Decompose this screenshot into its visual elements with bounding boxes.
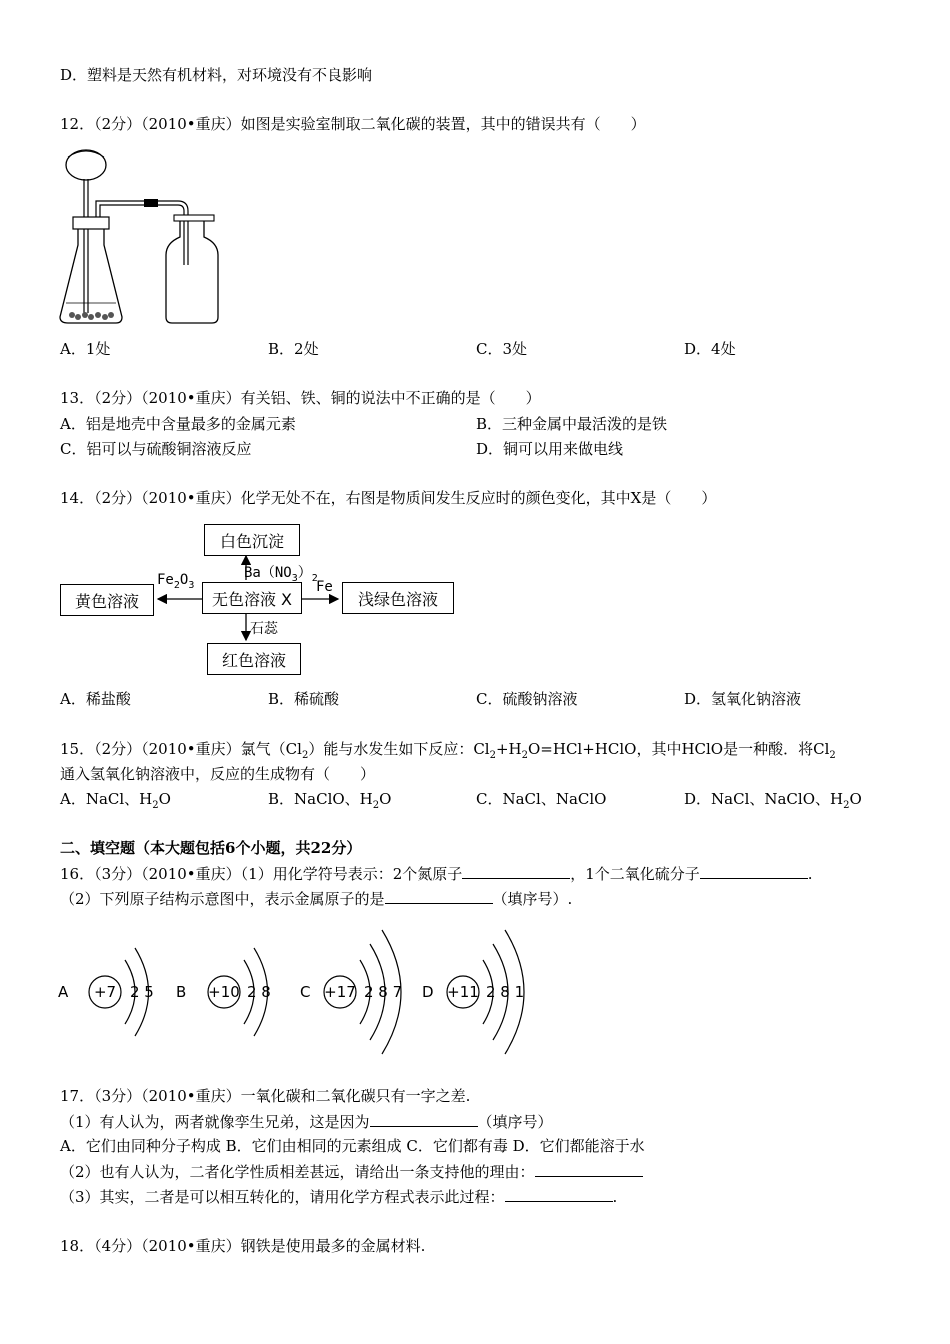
q16-line2: （2）下列原子结构示意图中，表示金属原子的是 （填序号）.: [60, 890, 573, 908]
q14-option-c: C．硫酸钠溶液: [476, 690, 578, 708]
colorless-solution-x-box: 无色溶液 X: [202, 582, 302, 614]
atom-a-electrons: 2 5: [130, 983, 154, 1001]
atom-b: [176, 948, 271, 1036]
atom-d-nucleus: +11: [447, 983, 479, 1001]
q15-stem-line2: 通入氢氧化钠溶液中，反应的生成物有（ ）: [60, 765, 376, 783]
q13-option-a: A．铝是地壳中含量最多的金属元素: [60, 415, 296, 433]
q15-option-a: A．NaCl、$H_2O$: [60, 790, 171, 811]
label-fe2o3: $Fe_2O_3$: [157, 572, 195, 591]
atom-structure-diagrams: [50, 920, 550, 1060]
q12-option-a: A．1处: [60, 340, 111, 358]
label-ba-no3-2: $Ba(NO_3)_2$: [244, 565, 318, 584]
atom-d: [422, 930, 524, 1054]
q15-option-c: C．NaCl、NaClO: [476, 790, 607, 808]
atom-d-letter: D: [422, 983, 434, 1001]
yellow-solution-box: 黄色溶液: [60, 584, 154, 616]
co2-apparatus-figure: [58, 145, 223, 330]
q17-blank-3[interactable]: [505, 1186, 613, 1202]
q12-option-d: D．4处: [684, 340, 736, 358]
q14-option-a: A．稀盐酸: [60, 690, 131, 708]
q14-option-d: D．氢氧化钠溶液: [684, 690, 802, 708]
q18-stem: 18．（4分）（2010•重庆）钢铁是使用最多的金属材料.: [60, 1237, 426, 1255]
q16-blank-3[interactable]: [385, 888, 493, 904]
q17-stem: 17．（3分）（2010•重庆）一氧化碳和二氧化碳只有一字之差.: [60, 1087, 471, 1105]
q15-stem: 15．（2分）（2010•重庆）氯气$(Cl_2)$能与水发生如下反应：$Cl_2+H_2O=HCl+HClO$，其中HClO是一种酸．将$Cl_2$: [60, 740, 836, 761]
red-solution-box: 红色溶液: [207, 643, 301, 675]
q16-blank-1[interactable]: [462, 863, 570, 879]
q13-option-d: D．铜可以用来做电线: [476, 440, 624, 458]
q15-option-b: B．NaClO、$H_2O$: [268, 790, 392, 811]
q14-stem: 14．（2分）（2010•重庆）化学无处不在，右图是物质间发生反应时的颜色变化，其中X是（ ）: [60, 489, 717, 507]
label-fe: Fe: [316, 579, 333, 595]
q11-option-d: D．塑料是天然有机材料，对环境没有不良影响: [60, 66, 373, 84]
atom-b-electrons: 2 8: [247, 983, 271, 1001]
section-2-title: 二、填空题（本大题包括6个小题，共22分）: [60, 839, 362, 857]
atom-b-letter: B: [176, 983, 187, 1001]
atom-c: [300, 930, 402, 1054]
atom-a-letter: A: [58, 983, 69, 1001]
q12-option-b: B．2处: [268, 340, 319, 358]
atom-a-nucleus: +7: [93, 983, 117, 1001]
q17-sub3: （3）其实，二者是可以相互转化的，请用化学方程式表示此过程： .: [60, 1188, 618, 1206]
q16-blank-2[interactable]: [700, 863, 808, 879]
q17-blank-1[interactable]: [370, 1111, 478, 1127]
q16-line1: 16．（3分）（2010•重庆）（1）用化学符号表示：2个氮原子 ，1个二氧化硫分子 .: [60, 865, 813, 883]
q17-sub1: （1）有人认为，两者就像孪生兄弟，这是因为 （填序号）: [60, 1113, 553, 1131]
white-precipitate-box: 白色沉淀: [204, 524, 300, 556]
q12-option-c: C．3处: [476, 340, 528, 358]
q17-choices: A．它们由同种分子构成 B．它们由相同的元素组成 C．它们都有毒 D．它们都能溶于水: [60, 1137, 645, 1155]
q13-option-b: B．三种金属中最活泼的是铁: [476, 415, 668, 433]
q17-sub2: （2）也有人认为，二者化学性质相差甚远，请给出一条支持他的理由：: [60, 1161, 643, 1182]
q15-option-d: D．NaCl、NaClO、$H_2O$: [684, 790, 862, 811]
atom-d-electrons: 2 8 1: [486, 983, 525, 1001]
light-green-solution-box: 浅绿色溶液: [342, 582, 454, 614]
atom-c-electrons: 2 8 7: [364, 983, 403, 1001]
atom-a: [58, 948, 154, 1036]
atom-c-letter: C: [300, 983, 311, 1001]
atom-b-nucleus: +10: [208, 983, 240, 1001]
q13-option-c: C．铝可以与硫酸铜溶液反应: [60, 440, 252, 458]
q17-blank-2[interactable]: [535, 1161, 643, 1177]
atom-c-nucleus: +17: [324, 983, 356, 1001]
q13-stem: 13．（2分）（2010•重庆）有关铝、铁、铜的说法中不正确的是（ ）: [60, 389, 541, 407]
q14-option-b: B．稀硫酸: [268, 690, 340, 708]
label-litmus: 石蕊: [250, 621, 278, 637]
q12-stem: 12．（2分）（2010•重庆）如图是实验室制取二氧化碳的装置，其中的错误共有（ ）: [60, 115, 646, 133]
